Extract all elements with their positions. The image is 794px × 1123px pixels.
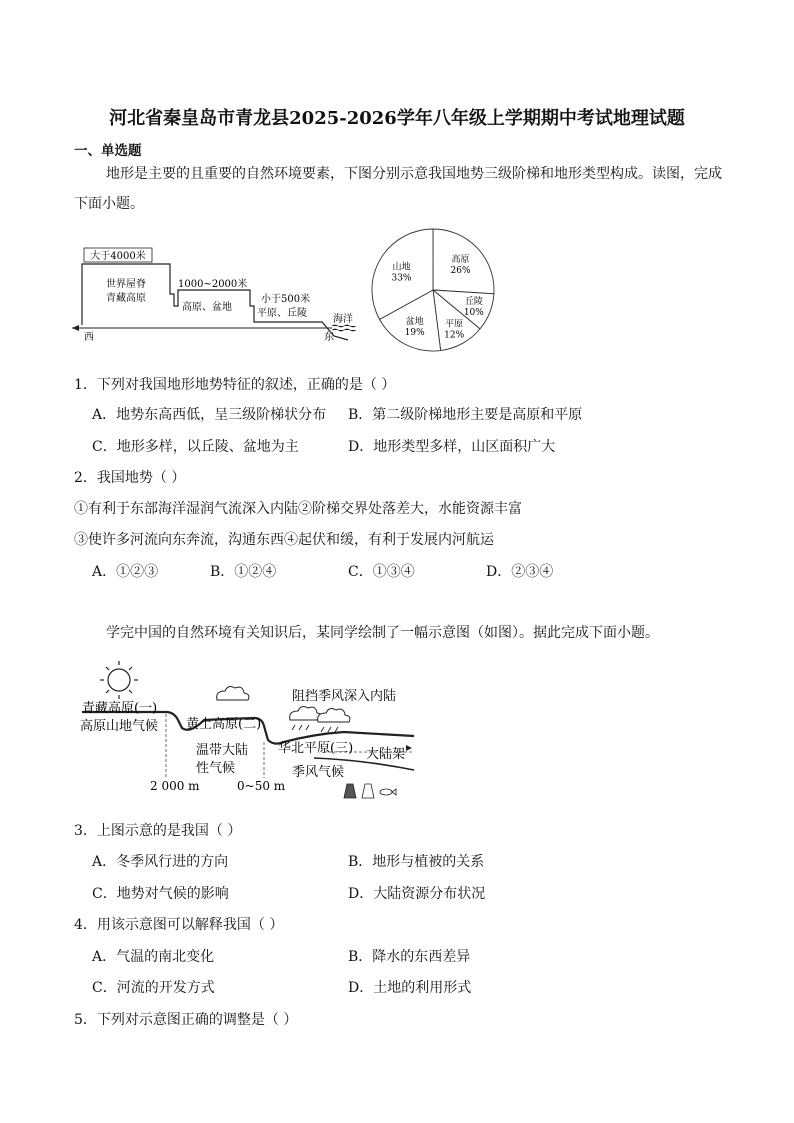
question-1-stem: 1．下列对我国地形地势特征的叙述，正确的是（ ）	[74, 377, 396, 393]
pie-label-5: 山地	[392, 262, 411, 273]
label-west: 西	[84, 332, 94, 343]
label-monsoon-climate: 季风气候	[292, 765, 345, 780]
label-continental-shelf: 大陆架	[366, 747, 406, 762]
q4-option-d[interactable]: D．土地的利用形式	[348, 980, 472, 996]
label-qinghai-tibet: 青藏高原(一)	[82, 701, 158, 716]
label-block-monsoon: 阻挡季风深入内陆	[292, 689, 397, 704]
q4-option-b[interactable]: B．降水的东西差异	[348, 949, 471, 965]
question-2-statement-1: ①有利于东部海洋湿润气流深入内陆②阶梯交界处落差大，水能资源丰富	[74, 501, 522, 517]
pie-label-4: 盆地	[405, 316, 424, 327]
intro-paragraph-line2: 下面小题。	[74, 196, 144, 212]
label-0-50m: 0~50 m	[237, 779, 286, 793]
q1-option-a[interactable]: A．地势东高西低，呈三级阶梯状分布	[92, 407, 327, 423]
label-plateau-climate: 高原山地气候	[80, 719, 159, 734]
arrow-icon	[406, 745, 412, 751]
sun-icon	[100, 661, 138, 699]
terrain-staircase-diagram	[70, 240, 370, 346]
q2-option-b[interactable]: B．①②④	[210, 564, 277, 580]
question-4-stem: 4．用该示意图可以解释我国（ ）	[74, 917, 284, 933]
q2-option-d[interactable]: D．②③④	[486, 564, 554, 580]
label-height-2: 1000~2000米	[178, 279, 248, 290]
label-temperate-continental-a: 温带大陆	[196, 743, 249, 758]
q1-option-b[interactable]: B．第二级阶梯地形主要是高原和平原	[348, 407, 583, 423]
pie-label-3: 平原	[445, 319, 464, 330]
q2-option-a[interactable]: A．①②③	[92, 564, 159, 580]
factory-icon	[344, 784, 374, 798]
q1-option-d[interactable]: D．地形类型多样，山区面积广大	[348, 439, 556, 455]
label-loess-plateau: 黄土高原(二)	[186, 717, 262, 732]
intro-paragraph-line1: 地形是主要的且重要的自然环境要素，下图分别示意我国地势三级阶梯和地形类型构成。读图，完成	[106, 166, 722, 182]
label-temperate-continental-b: 性气候	[196, 761, 236, 776]
label-step3: 平原、丘陵	[257, 308, 307, 319]
pie-value-5: 33%	[391, 273, 412, 284]
west-arrow-icon	[72, 325, 79, 331]
section-heading: 一、单选题	[74, 143, 142, 159]
q3-option-b[interactable]: B．地形与植被的关系	[348, 854, 485, 870]
label-step1-a: 世界屋脊	[106, 279, 146, 290]
page-title: 河北省秦皇岛市青龙县2025-2026学年八年级上学期期中考试地理试题	[109, 108, 685, 129]
question-5-stem: 5．下列对示意图正确的调整是（ ）	[74, 1012, 298, 1028]
label-ocean: 海洋	[333, 314, 353, 325]
q4-option-a[interactable]: A．气温的南北变化	[92, 949, 215, 965]
ocean-waves	[332, 325, 356, 331]
pie-value-3: 12%	[444, 330, 465, 341]
climate-sketch-diagram	[74, 652, 424, 802]
label-height-3: 小于500米	[261, 294, 311, 305]
label-north-china-plain: 华北平原(三)	[278, 741, 354, 756]
q3-option-a[interactable]: A．冬季风行进的方向	[92, 854, 229, 870]
label-step2: 高原、盆地	[182, 302, 232, 313]
q4-option-c[interactable]: C．河流的开发方式	[92, 980, 215, 996]
label-east: 东	[324, 332, 334, 343]
landform-pie-chart	[368, 226, 504, 354]
pie-label-1: 高原	[451, 255, 470, 266]
q3-option-d[interactable]: D．大陆资源分布状况	[348, 886, 486, 902]
rain-icon	[292, 725, 338, 732]
pie-value-2: 10%	[463, 308, 484, 319]
label-2000m: 2 000 m	[150, 779, 200, 793]
pie-value-1: 26%	[450, 266, 471, 277]
q1-option-c[interactable]: C．地形多样，以丘陵、盆地为主	[92, 439, 299, 455]
question-2-stem: 2．我国地势（ ）	[74, 470, 186, 486]
pie-value-4: 19%	[404, 327, 425, 338]
pie-label-2: 丘陵	[464, 297, 483, 308]
fish-icon	[380, 789, 396, 795]
label-step1-b: 青藏高原	[106, 293, 146, 304]
intro-paragraph-2: 学完中国的自然环境有关知识后，某同学绘制了一幅示意图（如图）。据此完成下面小题。	[106, 625, 659, 641]
q3-option-c[interactable]: C．地势对气候的影响	[92, 886, 229, 902]
label-height-1: 大于4000米	[90, 251, 146, 262]
question-3-stem: 3．上图示意的是我国（ ）	[74, 823, 242, 839]
question-2-statement-2: ③使许多河流向东奔流，沟通东西④起伏和缓，有利于发展内河航运	[74, 532, 494, 548]
q2-option-c[interactable]: C．①③④	[348, 564, 415, 580]
